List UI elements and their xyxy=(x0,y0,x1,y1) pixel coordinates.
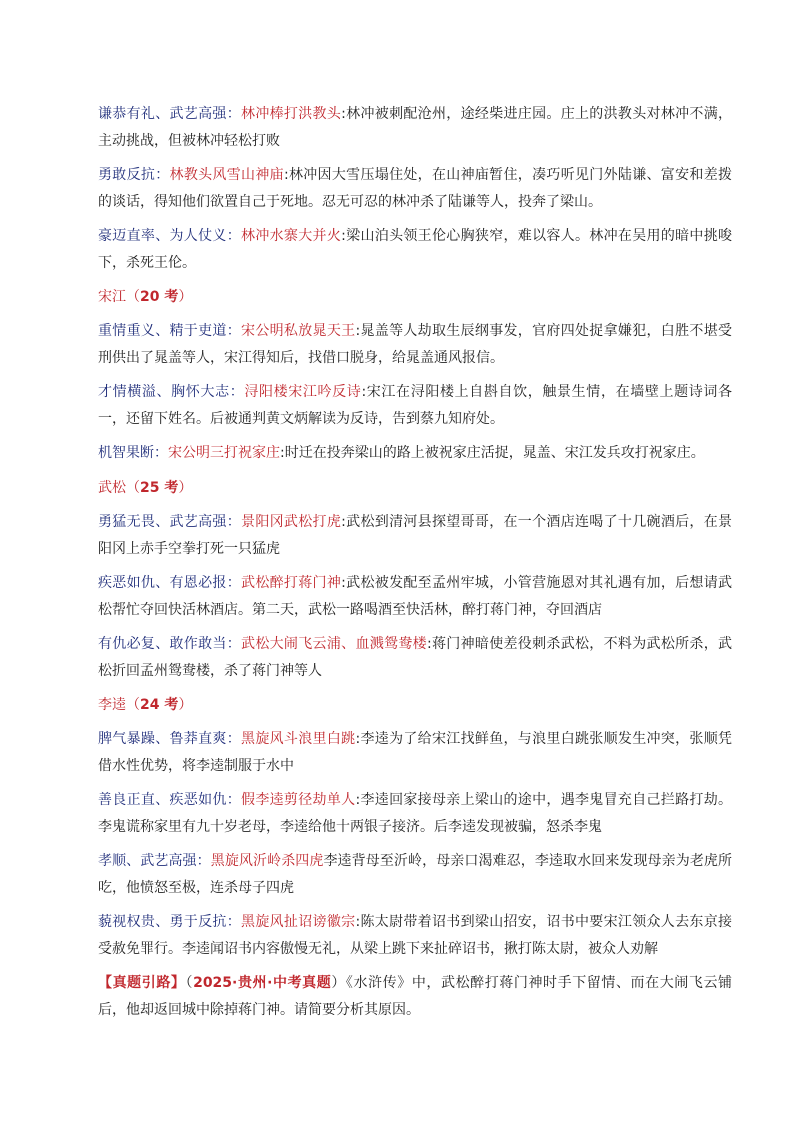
entry-paragraph xyxy=(98,787,732,840)
heading-name: 李逵 xyxy=(98,697,126,714)
entry-paragraph xyxy=(98,223,732,276)
story-title: 武松大闹飞云浦、血溅鸳鸯楼 xyxy=(241,636,427,653)
story-title: 黑旋风沂岭杀四虎 xyxy=(210,853,324,870)
entry-paragraph xyxy=(98,379,732,432)
story-title: 宋公明三打祝家庄 xyxy=(168,445,280,462)
entry-paragraph xyxy=(98,631,732,684)
section-heading xyxy=(98,692,732,719)
story-title: 武松醉打蒋门神 xyxy=(241,575,342,592)
story-summary: :林冲被刺配沧州，途经柴进庄园。庄上的洪教头对林冲不满，主动挑战，但被林冲轻松打败 xyxy=(98,106,733,149)
story-summary: :武松到清河县探望哥哥，在一个酒店连喝了十几碗酒后，在景阳冈上赤手空拳打死一只猛虎 xyxy=(98,514,733,557)
document-body xyxy=(98,101,732,1031)
trait-label: 豪迈直率、为人仗义： xyxy=(98,227,242,244)
story-title: 林教头风雪山神庙 xyxy=(169,166,284,183)
question-text: 《水浒传》中，武松醉打蒋门神时手下留情、而在大闹飞云铺后，他却返回城中除掉蒋门神。请简要分析其原因。 xyxy=(98,975,733,1018)
entry-paragraph xyxy=(98,509,732,562)
story-title: 景阳冈武松打虎 xyxy=(241,514,342,531)
story-summary: :晁盖等人劫取生辰纲事发，官府四处捉拿嫌犯，白胜不堪受刑供出了晁盖等人，宋江得知后，找借口脱身，给晁盖通风报信。 xyxy=(98,323,733,366)
trait-label: 孝顺、武艺高强： xyxy=(98,853,211,870)
story-title: 林冲棒打洪教头 xyxy=(241,106,342,122)
entry-paragraph xyxy=(98,101,732,154)
heading-paren-close: ） xyxy=(178,697,193,714)
story-summary: :时迁在投奔梁山的路上被祝家庄活捉，晁盖、宋江发兵攻打祝家庄。 xyxy=(280,445,705,462)
story-summary: :蒋门神暗使差役刺杀武松，不料为武松所杀，武松折回孟州鸳鸯楼，杀了蒋门神等人 xyxy=(98,636,733,679)
trait-label: 重情重义、精于吏道： xyxy=(98,323,242,340)
question-label: 【真题引路】 xyxy=(98,975,186,992)
story-summary: :李逵为了给宋江找鲜鱼，与浪里白跳张顺发生冲突，张顺凭借水性优势，将李逵制服于水中 xyxy=(98,731,733,775)
section-heading xyxy=(98,284,732,311)
story-title: 林冲水寨大并火 xyxy=(241,227,342,244)
entry-paragraph xyxy=(98,726,732,779)
entry-paragraph xyxy=(98,440,732,467)
entry-paragraph xyxy=(98,909,732,962)
entry-paragraph xyxy=(98,570,732,623)
heading-count: 20 考 xyxy=(140,288,179,305)
trait-label: 勇敢反抗： xyxy=(98,166,170,183)
exam-question xyxy=(98,970,732,1023)
trait-label: 疾恶如仇、有恩必报： xyxy=(98,575,242,592)
section-heading xyxy=(98,475,732,502)
story-title: 宋公明私放晁天王 xyxy=(241,323,356,340)
trait-label: 有仇必复、敢作敢当： xyxy=(98,636,242,653)
story-summary: :宋江在浔阳楼上自斟自饮，触景生情，在墙壁上题诗词各一，还留下姓名。后被通判黄文炳解读为反诗，告到蔡九知府处。 xyxy=(98,384,733,427)
entry-paragraph xyxy=(98,318,732,371)
trait-label: 机智果断： xyxy=(98,445,168,462)
trait-label: 谦恭有礼、武艺高强： xyxy=(98,106,242,122)
story-title: 浔阳楼宋江吟反诗 xyxy=(244,384,362,401)
story-title: 假李逵剪径劫单人 xyxy=(241,792,356,809)
trait-label: 善良正直、疾恶如仇： xyxy=(98,792,242,809)
heading-count: 24 考 xyxy=(140,697,179,714)
story-summary: :李逵回家接母亲上梁山的途中，遇李鬼冒充自己拦路打劫。李鬼谎称家里有九十岁老母，李逵给他十两银子接济。后李逵发现被骗，怒杀李鬼 xyxy=(98,792,733,836)
story-summary: :武松被发配至孟州牢城，小管营施恩对其礼遇有加，后想请武松帮忙夺回快活林酒店。第二天，武松一路喝酒至快活林，醉打蒋门神，夺回酒店 xyxy=(98,575,733,618)
question-source-close: ） xyxy=(331,975,346,992)
heading-paren-open: （ xyxy=(126,479,140,496)
heading-paren-close: ） xyxy=(178,288,193,305)
story-summary: :梁山泊头领王伦心胸狭窄，难以容人。林冲在吴用的暗中挑唆下，杀死王伦。 xyxy=(98,227,733,271)
heading-paren-open: （ xyxy=(126,697,140,714)
entry-paragraph xyxy=(98,162,732,215)
heading-paren-open: （ xyxy=(126,288,140,305)
heading-paren-close: ） xyxy=(178,479,193,496)
story-title: 黑旋风扯诏谤徽宗 xyxy=(241,914,356,931)
question-source-open: （ xyxy=(185,975,194,992)
story-summary: :林冲因大雪压塌住处，在山神庙暂住，凑巧听见门外陆谦、富安和差拨的谈话，得知他们欲置自己于死地。忍无可忍的林冲杀了陆谦等人，投奔了梁山。 xyxy=(98,166,733,210)
trait-label: 才情横溢、胸怀大志： xyxy=(98,384,245,401)
heading-name: 武松 xyxy=(98,479,126,496)
story-title: 黑旋风斗浪里白跳 xyxy=(241,731,356,748)
heading-count: 25 考 xyxy=(140,479,179,496)
entry-paragraph xyxy=(98,848,732,901)
question-source: 2025·贵州·中考真题 xyxy=(193,975,332,992)
story-summary: 李逵背母至沂岭，母亲口渴难忍，李逵取水回来发现母亲为老虎所吃，他愤怒至极，连杀母子四虎 xyxy=(98,853,733,896)
story-summary: :陈太尉带着诏书到梁山招安，诏书中要宋江领众人去东京接受赦免罪行。李逵闻诏书内容傲慢无礼，从梁上跳下来扯碎诏书，揪打陈太尉，被众人劝解 xyxy=(98,914,733,957)
trait-label: 脾气暴躁、鲁莽直爽： xyxy=(98,731,242,748)
trait-label: 藐视权贵、勇于反抗： xyxy=(98,914,242,931)
trait-label: 勇猛无畏、武艺高强： xyxy=(98,514,242,531)
heading-name: 宋江 xyxy=(98,288,126,305)
